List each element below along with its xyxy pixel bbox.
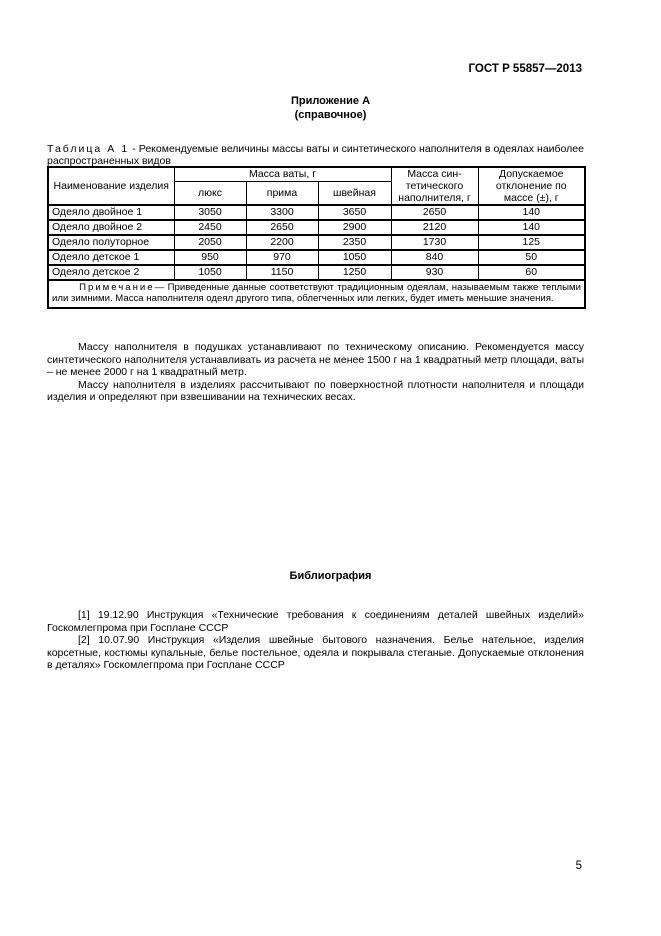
cell-sewing: 1250	[318, 265, 391, 280]
cell-prima: 3300	[246, 205, 318, 220]
table-row	[48, 250, 585, 265]
body-text	[47, 341, 584, 404]
header-name: Наименование изделия	[48, 167, 174, 205]
cell-prima: 970	[246, 250, 318, 265]
row-name: Одеяло детское 1	[48, 250, 174, 265]
header-sewing: швейная	[318, 182, 391, 206]
page-number: 5	[575, 860, 582, 872]
appendix-subtitle: (справочное)	[294, 109, 367, 121]
cell-sewing: 2350	[318, 235, 391, 250]
cell-lux: 2450	[174, 220, 246, 235]
table-note	[48, 280, 585, 308]
row-name: Одеяло двойное 2	[48, 220, 174, 235]
cell-tolerance: 125	[478, 235, 585, 250]
table-row	[48, 235, 585, 250]
header-wool-mass: Масса ваты, г	[174, 167, 391, 182]
cell-lux: 1050	[174, 265, 246, 280]
standard-header: ГОСТ Р 55857—2013	[468, 63, 582, 75]
header-lux: люкс	[174, 182, 246, 206]
body-paragraph-2: Массу наполнителя в изделиях рассчитывают по поверхностной плотности наполнителя и площади изделия и определяют при взвешивании на технических весах.	[47, 378, 584, 403]
header-prima: прима	[246, 182, 318, 206]
cell-prima: 2650	[246, 220, 318, 235]
cell-synth: 2650	[391, 205, 478, 220]
cell-sewing: 3650	[318, 205, 391, 220]
cell-lux: 950	[174, 250, 246, 265]
table-caption	[47, 143, 584, 167]
table-caption-text: - Рекомендуемые величины массы ваты и синтетического наполнителя в одеялах наиболее распространенных видов	[47, 143, 584, 167]
table-row	[48, 265, 585, 280]
cell-synth: 930	[391, 265, 478, 280]
bibliography-title: Библиография	[289, 570, 372, 582]
table-note-row	[48, 280, 585, 308]
body-paragraph-1: Массу наполнителя в подушках устанавливают по техническому описанию. Рекомендуется массу синтетического наполнителя устанавливать из расчета не менее 1500 г на 1 квадратный метр площади, ваты – не менее 2000 г на 1 квадратный метр.	[47, 341, 584, 378]
bibliography-list	[47, 609, 584, 672]
cell-tolerance: 140	[478, 205, 585, 220]
bibliography-item-1: [1] 19.12.90 Инструкция «Технические требования к соединениям деталей швейных изделий» Госкомлегпрома при Госплане СССР	[47, 609, 584, 634]
bibliography-item-2: [2] 10.07.90 Инструкция «Изделия швейные бытового назначения. Белье нательное, изделия корсетные, костюмы купальные, белье постельное, одеяла и покрывала стеганые. Допускаемые отклонения в деталях» Госкомлегпрома при Госплане СССР	[47, 634, 584, 671]
cell-tolerance: 60	[478, 265, 585, 280]
cell-tolerance: 140	[478, 220, 585, 235]
row-name: Одеяло детское 2	[48, 265, 174, 280]
cell-synth: 2120	[391, 220, 478, 235]
header-synth-mass: Масса син-тетического наполнителя, г	[391, 167, 478, 205]
mass-table	[47, 166, 586, 309]
cell-lux: 3050	[174, 205, 246, 220]
cell-tolerance: 50	[478, 250, 585, 265]
cell-lux: 2050	[174, 235, 246, 250]
cell-prima: 1150	[246, 265, 318, 280]
row-name: Одеяло двойное 1	[48, 205, 174, 220]
table-row	[48, 220, 585, 235]
row-name: Одеяло полуторное	[48, 235, 174, 250]
appendix-title: Приложение А	[290, 95, 371, 107]
appendix-heading	[0, 94, 661, 122]
table-caption-label: Таблица А 1	[47, 143, 130, 155]
cell-prima: 2200	[246, 235, 318, 250]
cell-synth: 1730	[391, 235, 478, 250]
table-row	[48, 205, 585, 220]
cell-sewing: 2900	[318, 220, 391, 235]
header-tolerance: Допускаемое отклонение по массе (±), г	[478, 167, 585, 205]
note-label: Примечание	[79, 282, 155, 293]
cell-sewing: 1050	[318, 250, 391, 265]
cell-synth: 840	[391, 250, 478, 265]
note-text: — Приведенные данные соответствуют традиционным одеялам, называемым также теплыми или зимними. Масса наполнителя одеял другого типа, облегченных или легких, будет иметь меньшие значения.	[52, 282, 581, 304]
